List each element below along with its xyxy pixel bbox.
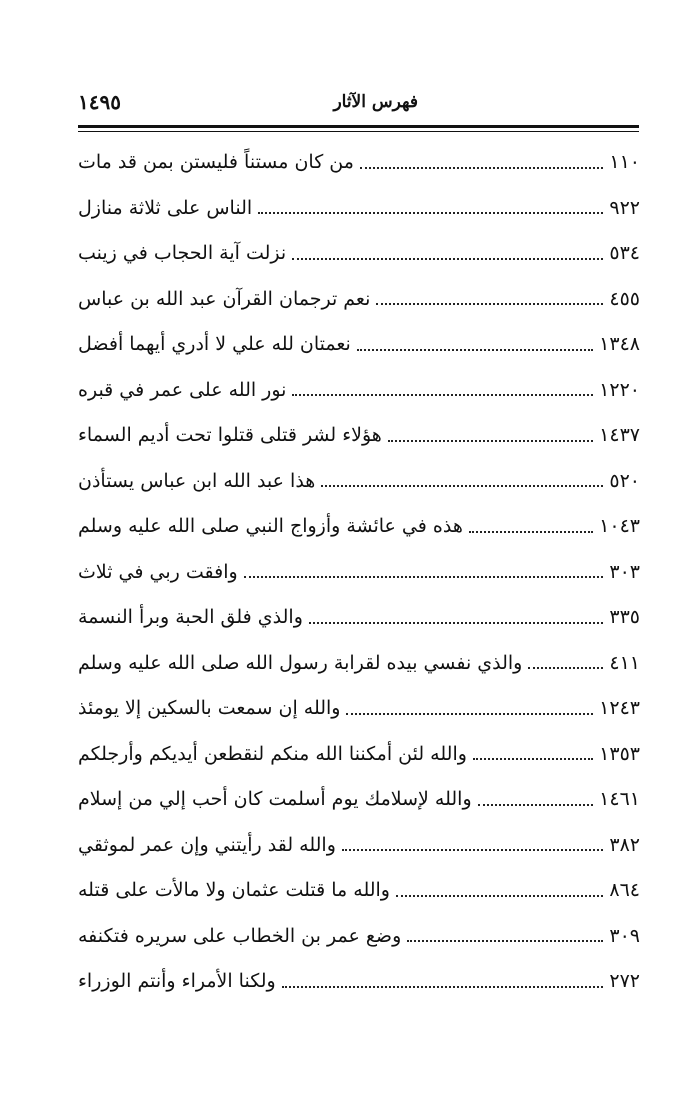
leader-dots xyxy=(407,940,603,942)
index-entry xyxy=(78,368,640,414)
header-rule-thin xyxy=(78,131,639,132)
entry-page-number: ٥٢٠ xyxy=(609,469,640,492)
index-entry xyxy=(78,231,640,277)
entry-page-number: ٤٥٥ xyxy=(609,287,640,310)
index-entry xyxy=(78,914,640,960)
entry-text: والله لقد رأيتني وإن عمر لموثقي xyxy=(78,833,336,856)
entry-text: نور الله على عمر في قبره xyxy=(78,378,287,401)
entry-page-number: ١٢٢٠ xyxy=(599,378,640,401)
index-entry xyxy=(78,140,640,186)
entry-text: هؤلاء لشر قتلى قتلوا تحت أديم السماء xyxy=(78,424,382,447)
entry-text: نعمتان لله علي لا أدري أيهما أفضل xyxy=(78,333,351,356)
index-entry xyxy=(78,823,640,869)
leader-dots xyxy=(357,349,593,351)
leader-dots xyxy=(282,986,604,988)
page-title: فهرس الآثار xyxy=(333,92,418,112)
entry-text: وافقت ربي في ثلاث xyxy=(78,560,238,583)
entry-text: هذه في عائشة وأزواج النبي صلى الله عليه وسلم xyxy=(78,515,463,538)
leader-dots xyxy=(244,576,604,578)
header-rule-thick xyxy=(78,125,639,128)
leader-dots xyxy=(396,895,603,897)
entry-text: والله لئن أمكننا الله منكم لنقطعن أيديكم وأرجلكم xyxy=(78,742,467,765)
entry-page-number: ٣٨٢ xyxy=(609,833,640,856)
index-entry xyxy=(78,459,640,505)
leader-dots xyxy=(321,485,603,487)
entry-page-number: ٣٠٣ xyxy=(609,560,640,583)
index-entry xyxy=(78,777,640,823)
leader-dots xyxy=(346,713,593,715)
leader-dots xyxy=(478,804,594,806)
index-entry xyxy=(78,413,640,459)
entry-page-number: ٩٢٢ xyxy=(609,196,640,219)
page-header xyxy=(78,88,638,122)
entry-page-number: ١٠٤٣ xyxy=(599,515,640,538)
entry-text: وضع عمر بن الخطاب على سريره فتكنفه xyxy=(78,924,402,947)
index-entry xyxy=(78,186,640,232)
entry-text: نزلت آية الحجاب في زينب xyxy=(78,242,287,265)
entry-text: والذي فلق الحبة وبرأ النسمة xyxy=(78,606,303,629)
leader-dots xyxy=(469,531,593,533)
index-entry xyxy=(78,322,640,368)
page-number: ١٤٩٥ xyxy=(78,90,121,114)
entry-page-number: ٨٦٤ xyxy=(609,879,640,902)
entry-text: من كان مستناً فليستن بمن قد مات xyxy=(78,151,354,174)
leader-dots xyxy=(309,622,604,624)
index-entry xyxy=(78,959,640,1005)
entry-page-number: ١٢٤٣ xyxy=(599,697,640,720)
entry-page-number: ١٣٤٨ xyxy=(599,333,640,356)
entry-text: الناس على ثلاثة منازل xyxy=(78,196,253,219)
leader-dots xyxy=(292,394,593,396)
leader-dots xyxy=(388,440,593,442)
leader-dots xyxy=(292,258,603,260)
leader-dots xyxy=(258,212,603,214)
leader-dots xyxy=(376,303,603,305)
entry-page-number: ٣٣٥ xyxy=(609,606,640,629)
index-entry xyxy=(78,641,640,687)
entry-page-number: ١٣٥٣ xyxy=(599,742,640,765)
leader-dots xyxy=(528,667,603,669)
leader-dots xyxy=(360,167,603,169)
entry-text: ولكنا الأمراء وأنتم الوزراء xyxy=(78,970,276,993)
index-entry xyxy=(78,686,640,732)
entry-page-number: ١١٠ xyxy=(609,151,640,174)
entry-page-number: ١٤٦١ xyxy=(599,788,640,811)
leader-dots xyxy=(342,849,604,851)
entry-text: والذي نفسي بيده لقرابة رسول الله صلى الله عليه وسلم xyxy=(78,651,523,674)
entry-text: هذا عبد الله ابن عباس يستأذن xyxy=(78,469,316,492)
entry-text: والله ما قتلت عثمان ولا مالأت على قتله xyxy=(78,879,390,902)
entry-page-number: ١٤٣٧ xyxy=(599,424,640,447)
index-list xyxy=(78,140,640,1005)
entry-text: والله لإسلامك يوم أسلمت كان أحب إلي من إسلام xyxy=(78,788,472,811)
entry-page-number: ٥٣٤ xyxy=(609,242,640,265)
index-entry xyxy=(78,550,640,596)
entry-text: نعم ترجمان القرآن عبد الله بن عباس xyxy=(78,287,371,310)
index-entry xyxy=(78,732,640,778)
index-entry xyxy=(78,868,640,914)
entry-page-number: ٢٧٢ xyxy=(609,970,640,993)
entry-page-number: ٤١١ xyxy=(609,651,640,674)
index-entry xyxy=(78,504,640,550)
index-entry xyxy=(78,277,640,323)
entry-page-number: ٣٠٩ xyxy=(609,924,640,947)
leader-dots xyxy=(473,758,593,760)
index-entry xyxy=(78,595,640,641)
entry-text: والله إن سمعت بالسكين إلا يومئذ xyxy=(78,697,341,720)
